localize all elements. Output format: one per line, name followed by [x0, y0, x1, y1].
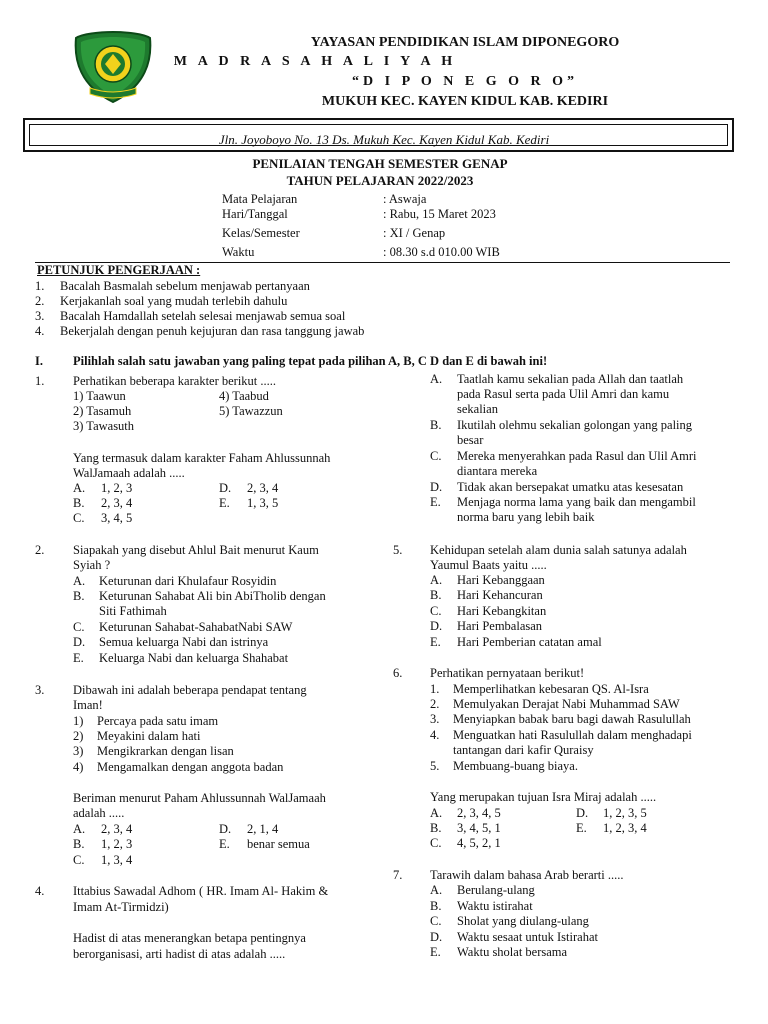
option-text[interactable]: 3, 4, 5, 1 [457, 821, 501, 835]
option-letter[interactable]: E. [219, 837, 230, 851]
question-stem: Imam At-Tirmidzi) [73, 900, 169, 914]
instruction-item: 3. Bacalah Hamdallah setelah selesai menjawab semua soal [35, 309, 346, 323]
foundation-name: YAYASAN PENDIDIKAN ISLAM DIPONEGORO [310, 35, 620, 50]
statement-text: Meyakini dalam hati [97, 729, 201, 743]
question-number: 6. [393, 666, 403, 680]
option-letter[interactable]: B. [430, 821, 442, 835]
question-stem: Syiah ? [73, 558, 111, 572]
question-number: 4. [35, 884, 45, 898]
option-letter[interactable]: B. [73, 496, 85, 510]
option-text[interactable]: Siti Fathimah [99, 604, 167, 618]
meta-label: Mata Pelajaran [222, 192, 298, 206]
section-heading: I. Pilihlah salah satu jawaban yang paling tepat pada pilihan A, B, C D dan E di bawah ini! [35, 354, 548, 368]
statement-text: Mengikrarkan dengan lisan [97, 744, 234, 758]
option-letter[interactable]: A. [73, 822, 86, 836]
option-text[interactable]: Keluarga Nabi dan keluarga Shahabat [99, 651, 289, 665]
question-stem: Iman! [73, 698, 103, 712]
option-letter[interactable]: A. [430, 372, 443, 386]
question-number: 5. [393, 543, 403, 557]
instruction-item: 1. Bacalah Basmalah sebelum menjawab pertanyaan [35, 279, 310, 293]
question-ask: adalah ..... [73, 806, 125, 820]
instructions-heading: PETUNJUK PENGERJAAN : [37, 263, 201, 277]
option-letter[interactable]: B. [430, 899, 442, 913]
question-ask: Yang merupakan tujuan Isra Miraj adalah ..... [430, 790, 657, 804]
instruction-item: 4. Bekerjalah dengan penuh kejujuran dan rasa tanggung jawab [35, 324, 365, 338]
option-letter[interactable]: C. [430, 836, 442, 850]
option-text[interactable]: 2, 3, 4 [247, 481, 279, 495]
exam-title: PENILAIAN TENGAH SEMESTER GENAP [252, 156, 508, 171]
option-text[interactable]: 4, 5, 2, 1 [457, 836, 501, 850]
option-text[interactable]: 2, 3, 4 [101, 822, 133, 836]
option-letter[interactable]: E. [73, 651, 84, 665]
statement-text: Menguatkan hati Rasulullah dalam menghadapi [453, 728, 692, 742]
option-text[interactable]: Hari Kebangkitan [457, 604, 547, 618]
option-text[interactable]: Keturunan Sahabat Ali bin AbiTholib dengan [99, 589, 326, 603]
meta-value: : XI / Genap [383, 226, 446, 240]
statement-text: Memulyakan Derajat Nabi Muhammad SAW [453, 697, 680, 711]
meta-label: Kelas/Semester [222, 226, 300, 240]
statement-number: 1) [73, 714, 84, 728]
option-letter[interactable]: E. [576, 821, 587, 835]
option-letter[interactable]: B. [73, 837, 85, 851]
option-letter[interactable]: D. [430, 930, 443, 944]
option-letter[interactable]: D. [219, 822, 232, 836]
option-text[interactable]: 2, 3, 4 [101, 496, 133, 510]
option-text[interactable]: 1, 2, 3 [101, 837, 133, 851]
character-item: 4) Taabud [219, 389, 269, 403]
statement-text: Menyiapkan babak baru bagi dawah Rasulullah [453, 712, 691, 726]
option-letter[interactable]: A. [73, 481, 86, 495]
question-number: 3. [35, 683, 45, 697]
school-address: Jln. Joyoboyo No. 13 Ds. Mukuh Kec. Kayen Kidul Kab. Kediri [218, 132, 550, 147]
option-text[interactable]: 2, 3, 4, 5 [457, 806, 501, 820]
option-text[interactable]: Semua keluarga Nabi dan istrinya [99, 635, 269, 649]
character-item: 5) Tawazzun [219, 404, 283, 418]
statement-number: 4) [73, 760, 84, 774]
question-stem: Dibawah ini adalah beberapa pendapat tentang [73, 683, 307, 697]
option-letter[interactable]: E. [430, 495, 441, 509]
meta-label: Hari/Tanggal [222, 207, 288, 221]
option-text[interactable]: 3, 4, 5 [101, 511, 133, 525]
option-text[interactable]: Tidak akan bersepakat umatku atas kesesatan [457, 480, 684, 494]
statement-number: 1. [430, 682, 440, 696]
character-item: 1) Taawun [73, 389, 126, 403]
question-ask: berorganisasi, arti hadist di atas adalah ..... [73, 947, 286, 961]
statement-number: 3. [430, 712, 440, 726]
option-text[interactable]: 1, 2, 3 [101, 481, 133, 495]
option-text[interactable]: Hari Pemberian catatan amal [457, 635, 602, 649]
option-text[interactable]: 1, 3, 5 [247, 496, 279, 510]
option-text[interactable]: sekalian [457, 402, 498, 416]
question-number: 1. [35, 374, 45, 388]
question-stem: Tarawih dalam bahasa Arab berarti ..... [430, 868, 624, 882]
option-text[interactable]: Keturunan Sahabat-SahabatNabi SAW [99, 620, 293, 634]
option-text[interactable]: 1, 3, 4 [101, 853, 133, 867]
option-letter[interactable]: E. [430, 945, 441, 959]
statement-number: 2. [430, 697, 440, 711]
option-letter[interactable]: B. [430, 418, 442, 432]
option-text[interactable]: Waktu istirahat [457, 899, 533, 913]
question-ask: Beriman menurut Paham Ahlussunnah WalJamaah [73, 791, 326, 805]
statement-number: 3) [73, 744, 84, 758]
option-text[interactable]: 1, 2, 3, 5 [603, 806, 647, 820]
instruction-item: 2. Kerjakanlah soal yang mudah terlebih dahulu [35, 294, 288, 308]
question-number: 7. [393, 868, 403, 882]
option-text[interactable]: Taatlah kamu sekalian pada Allah dan taatlah [457, 372, 684, 386]
option-letter[interactable]: D. [219, 481, 232, 495]
statement-text: Membuang-buang biaya. [453, 759, 578, 773]
school-name: “D I P O N E G O R O” [352, 74, 578, 89]
meta-value: : 08.30 s.d 010.00 WIB [383, 245, 500, 259]
option-text[interactable]: Ikutilah olehmu sekalian golongan yang paling [457, 418, 693, 432]
option-text[interactable]: Menjaga norma lama yang baik dan mengambil [457, 495, 696, 509]
option-text[interactable]: Keturunan dari Khulafaur Rosyidin [99, 574, 277, 588]
question-stem: Siapakah yang disebut Ahlul Bait menurut Kaum [73, 543, 319, 557]
statement-number: 4. [430, 728, 440, 742]
option-letter[interactable]: A. [73, 574, 86, 588]
option-letter[interactable]: C. [430, 449, 442, 463]
question-ask: Yang termasuk dalam karakter Faham Ahlussunnah [73, 451, 331, 465]
question-stem: Yaumul Baats yaitu ..... [430, 558, 547, 572]
statement-text: tantangan dari kafir Quraisy [453, 743, 594, 757]
statement-text: Mengamalkan dengan anggota badan [97, 760, 284, 774]
option-text[interactable]: besar [457, 433, 484, 447]
option-letter[interactable]: C. [73, 511, 85, 525]
option-text[interactable]: Sholat yang diulang-ulang [457, 914, 589, 928]
option-text[interactable]: benar semua [247, 837, 310, 851]
statement-text: Memperlihatkan kebesaran QS. Al-Isra [453, 682, 649, 696]
option-letter[interactable]: C. [430, 914, 442, 928]
option-letter[interactable]: B. [430, 588, 442, 602]
option-letter[interactable]: C. [73, 853, 85, 867]
option-letter[interactable]: D. [73, 635, 86, 649]
meta-value: : Aswaja [383, 192, 427, 206]
question-stem: Ittabius Sawadal Adhom ( HR. Imam Al- Hakim & [73, 884, 329, 898]
question-stem: Kehidupan setelah alam dunia salah satunya adalah [430, 543, 687, 557]
option-text[interactable]: diantara mereka [457, 464, 538, 478]
option-letter[interactable]: D. [576, 806, 589, 820]
question-number: 2. [35, 543, 45, 557]
option-letter[interactable]: A. [430, 806, 443, 820]
option-letter[interactable]: C. [430, 604, 442, 618]
option-text[interactable]: Mereka menyerahkan pada Rasul dan Ulil Amri [457, 449, 697, 463]
option-letter[interactable]: A. [430, 573, 443, 587]
statement-number: 2) [73, 729, 84, 743]
option-text[interactable]: pada Rasul serta pada Ulil Amri dan kamu [457, 387, 670, 401]
option-letter[interactable]: D. [430, 619, 443, 633]
character-item: 2) Tasamuh [73, 404, 132, 418]
school-location: MUKUH KEC. KAYEN KIDUL KAB. KEDIRI [321, 94, 609, 109]
option-text[interactable]: Hari Kehancuran [457, 588, 543, 602]
option-text[interactable]: 1, 2, 3, 4 [603, 821, 647, 835]
option-text[interactable]: 2, 1, 4 [247, 822, 279, 836]
exam-year: TAHUN PELAJARAN 2022/2023 [286, 173, 474, 188]
option-letter[interactable]: D. [430, 480, 443, 494]
statement-number: 5. [430, 759, 440, 773]
option-text[interactable]: Waktu sholat bersama [457, 945, 568, 959]
question-stem: Perhatikan pernyataan berikut! [430, 666, 585, 680]
option-text[interactable]: Hari Pembalasan [457, 619, 543, 633]
character-item: 3) Tawasuth [73, 419, 135, 433]
meta-value: : Rabu, 15 Maret 2023 [383, 207, 496, 221]
meta-label: Waktu [222, 245, 255, 259]
option-letter[interactable]: E. [219, 496, 230, 510]
option-letter[interactable]: B. [73, 589, 85, 603]
question-stem: Perhatikan beberapa karakter berikut ..... [73, 374, 277, 388]
option-text[interactable]: Hari Kebanggaan [457, 573, 545, 587]
option-letter[interactable]: E. [430, 635, 441, 649]
question-ask: Hadist di atas menerangkan betapa pentingnya [73, 931, 306, 945]
school-type: M A D R A S A H A L I Y A H [173, 54, 457, 69]
option-text[interactable]: norma baru yang lebih baik [457, 510, 595, 524]
option-letter[interactable]: A. [430, 883, 443, 897]
option-letter[interactable]: C. [73, 620, 85, 634]
option-text[interactable]: Berulang-ulang [457, 883, 535, 897]
question-ask: WalJamaah adalah ..... [73, 466, 185, 480]
option-text[interactable]: Waktu sesaat untuk Istirahat [457, 930, 598, 944]
statement-text: Percaya pada satu imam [97, 714, 219, 728]
